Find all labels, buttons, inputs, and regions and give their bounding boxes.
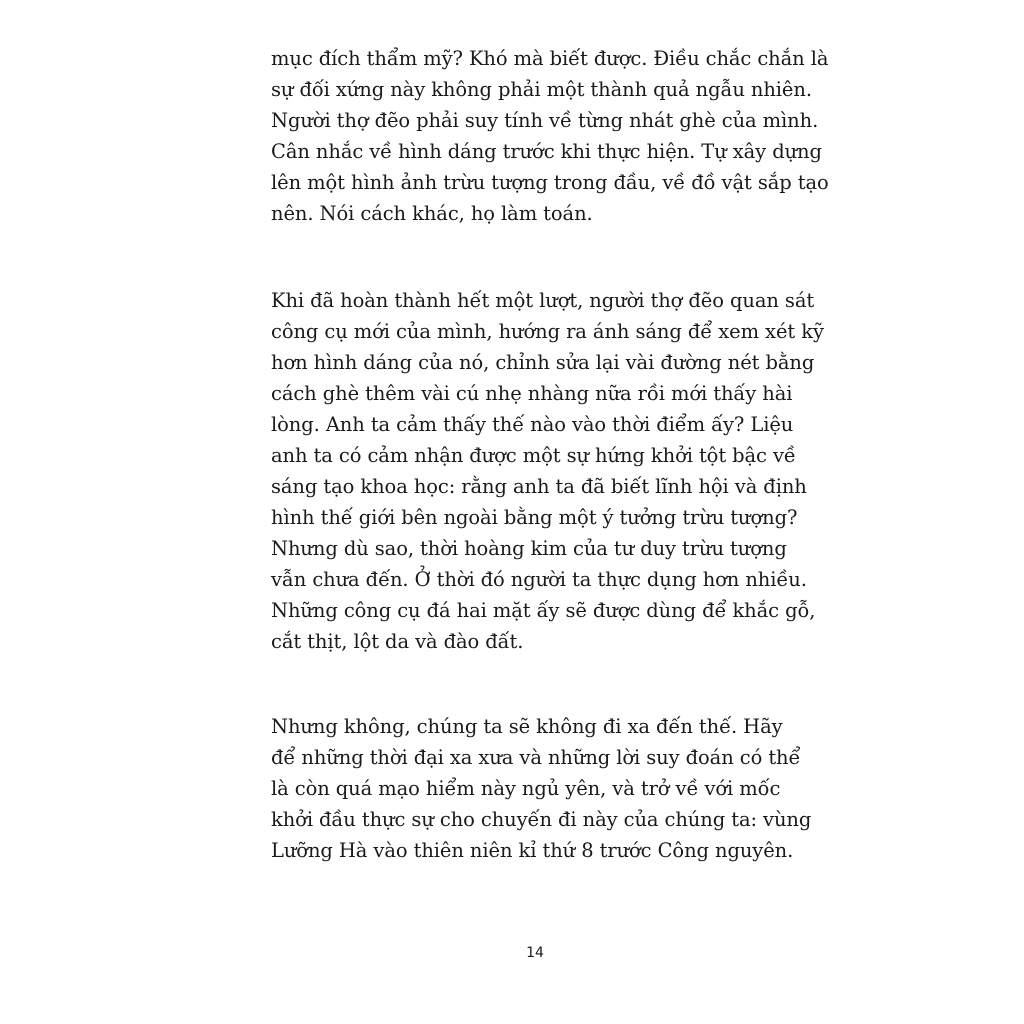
text-line: Những công cụ đá hai mặt ấy sẽ được dùng để khắc gỗ, — [271, 599, 816, 622]
page-number: 14 — [526, 945, 544, 961]
paragraph-3 — [271, 711, 811, 866]
text-line: sự đối xứng này không phải một thành quả ngẫu nhiên. — [271, 78, 812, 101]
text-line: Nhưng dù sao, thời hoàng kim của tư duy trừu tượng — [271, 537, 787, 560]
text-line: nên. Nói cách khác, họ làm toán. — [271, 202, 593, 225]
text-line: Người thợ đẽo phải suy tính về từng nhát ghè của mình. — [271, 109, 819, 132]
text-line: Cân nhắc về hình dáng trước khi thực hiện. Tự xây dựng — [271, 140, 822, 163]
text-line: sáng tạo khoa học: rằng anh ta đã biết lĩnh hội và định — [271, 475, 807, 498]
text-line: Lưỡng Hà vào thiên niên kỉ thứ 8 trước Công nguyên. — [271, 839, 794, 862]
paragraph-1 — [271, 43, 829, 229]
text-line: vẫn chưa đến. Ở thời đó người ta thực dụng hơn nhiều. — [271, 568, 807, 591]
text-line: anh ta có cảm nhận được một sự hứng khởi tột bậc về — [271, 444, 796, 467]
text-line: khởi đầu thực sự cho chuyến đi này của chúng ta: vùng — [271, 808, 812, 831]
text-line: mục đích thẩm mỹ? Khó mà biết được. Điều chắc chắn là — [271, 47, 829, 70]
text-line: lên một hình ảnh trừu tượng trong đầu, về đồ vật sắp tạo — [271, 171, 829, 194]
text-line: cách ghè thêm vài cú nhẹ nhàng nữa rồi mới thấy hài — [271, 382, 793, 405]
paragraph-2 — [271, 285, 824, 657]
text-line: Khi đã hoàn thành hết một lượt, người thợ đẽo quan sát — [271, 289, 815, 312]
text-line: Nhưng không, chúng ta sẽ không đi xa đến thế. Hãy — [271, 715, 783, 738]
text-line: để những thời đại xa xưa và những lời suy đoán có thể — [271, 746, 801, 769]
text-line: là còn quá mạo hiểm này ngủ yên, và trở về với mốc — [271, 777, 781, 800]
text-line: hình thế giới bên ngoài bằng một ý tưởng trừu tượng? — [271, 506, 798, 529]
text-line: công cụ mới của mình, hướng ra ánh sáng để xem xét kỹ — [271, 320, 824, 343]
text-line: cắt thịt, lột da và đào đất. — [271, 630, 524, 653]
text-line: lòng. Anh ta cảm thấy thế nào vào thời điểm ấy? Liệu — [271, 413, 794, 436]
text-line: hơn hình dáng của nó, chỉnh sửa lại vài đường nét bằng — [271, 351, 815, 374]
